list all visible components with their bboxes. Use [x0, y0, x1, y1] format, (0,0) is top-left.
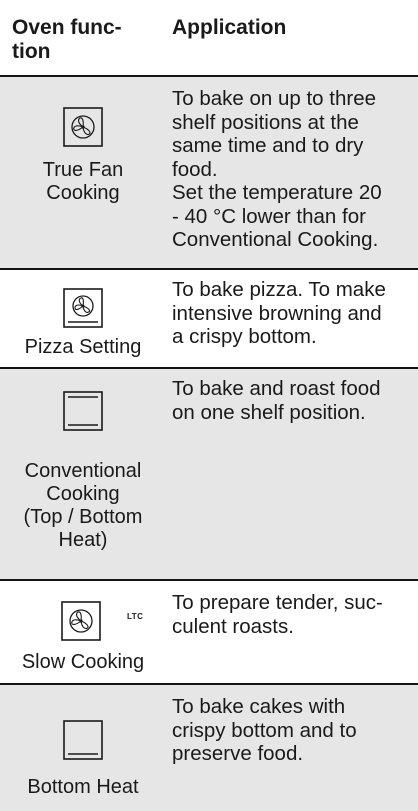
ltc-badge: LTC — [127, 612, 144, 621]
header-oven-function: Oven func- tion — [12, 16, 122, 63]
function-label: Pizza Setting — [24, 336, 142, 358]
table-row — [0, 369, 418, 579]
header-application: Application — [172, 16, 287, 39]
bottom-heat-icon — [63, 720, 103, 760]
function-cell — [0, 77, 166, 268]
function-cell — [0, 581, 166, 683]
function-cell — [0, 685, 166, 811]
function-label: Bottom Heat — [27, 776, 139, 798]
application-text: To bake cakes with crispy bottom and to preserve food. — [172, 695, 357, 765]
function-label: True Fan Cooking — [42, 159, 124, 204]
function-label: Slow Cooking — [21, 651, 145, 673]
table-header — [0, 0, 418, 75]
application-text: To prepare tender, suc- culent roasts. — [172, 591, 383, 638]
table-row — [0, 581, 418, 683]
application-text: To bake on up to three shelf positions at the same time and to dry food. Set the temperature 20 - 40 °C lower than for Conventional Cooking. — [172, 87, 382, 251]
table-row — [0, 685, 418, 811]
application-text: To bake pizza. To make intensive browning and a crispy bottom. — [172, 278, 386, 348]
function-label: Conventional Cooking (Top / Bottom Heat) — [23, 460, 143, 551]
table-row — [0, 270, 418, 367]
top-bottom-heat-icon — [63, 391, 103, 431]
application-text: To bake and roast food on one shelf position. — [172, 377, 381, 424]
function-cell — [0, 369, 166, 579]
function-cell — [0, 270, 166, 367]
fan-ltc-icon — [61, 601, 105, 641]
table-row — [0, 77, 418, 268]
fan-bottom-heat-icon — [63, 288, 103, 328]
fan-icon — [63, 107, 103, 147]
